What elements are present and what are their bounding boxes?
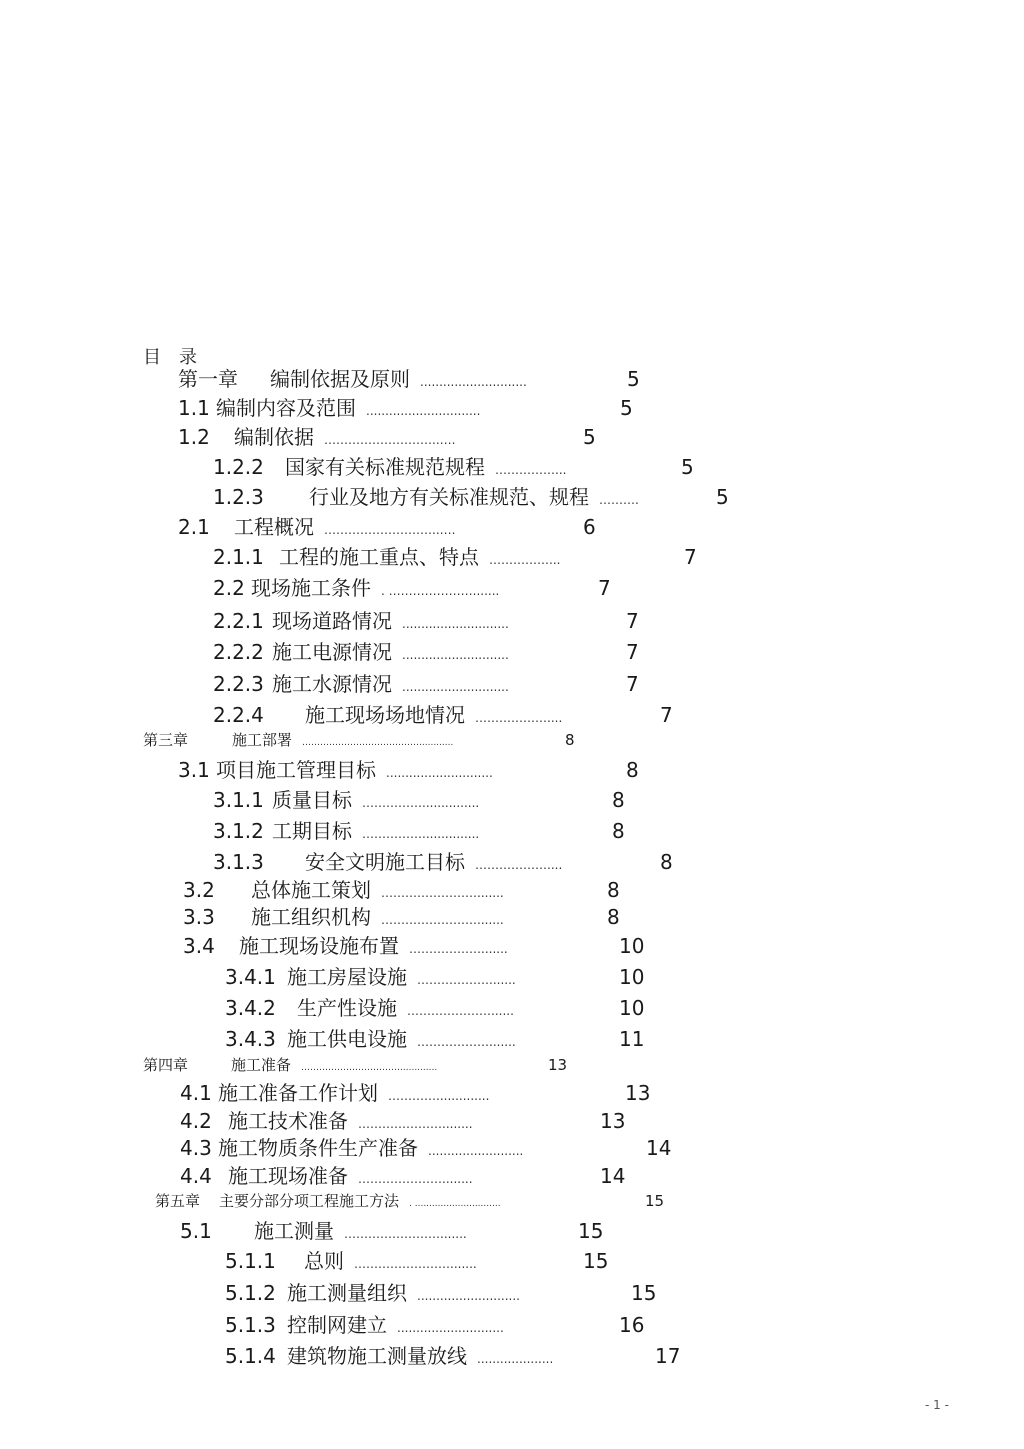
toc-entry-number: 1.2.3 [213, 485, 264, 509]
toc-entry-leader-dots: ……………………....... [381, 886, 504, 900]
toc-entry-page: 15 [631, 1281, 657, 1305]
toc-entry-number: 3.4.2 [225, 996, 276, 1020]
toc-entry[interactable] [143, 1056, 568, 1074]
toc-entry-leader-dots: ……………………………............. [301, 1063, 438, 1073]
toc-entry-page: 5 [583, 425, 596, 449]
toc-entry-leader-dots: ……………………....... [381, 913, 504, 927]
toc-entry-title: 施工测量 [254, 1219, 334, 1243]
toc-entry-page: 7 [598, 576, 611, 600]
toc-entry-title: 施工房屋设施 [287, 965, 407, 989]
toc-entry[interactable] [225, 1027, 645, 1051]
toc-entry-number: 3.1 [178, 758, 210, 782]
toc-entry-page: 16 [619, 1313, 645, 1337]
toc-entry[interactable] [213, 819, 625, 843]
toc-entry-page: 17 [655, 1344, 681, 1368]
toc-entry-page: 8 [612, 788, 625, 812]
toc-entry-number: 第一章 [178, 367, 238, 391]
toc-entry[interactable] [213, 455, 694, 479]
toc-entry[interactable] [225, 1313, 645, 1337]
toc-entry[interactable] [180, 1219, 604, 1243]
toc-entry[interactable] [183, 934, 645, 958]
toc-entry[interactable] [143, 731, 575, 749]
toc-entry-page: 7 [626, 609, 639, 633]
toc-entry-page: 15 [578, 1219, 604, 1243]
toc-entry-page: 8 [612, 819, 625, 843]
toc-entry-leader-dots: ………. [599, 493, 639, 507]
toc-entry[interactable] [178, 758, 639, 782]
toc-entry-title: 施工供电设施 [287, 1027, 407, 1051]
toc-entry[interactable] [180, 1164, 626, 1188]
toc-entry-title: 控制网建立 [287, 1313, 387, 1337]
toc-entry-title: 工程的施工重点、特点 [279, 545, 479, 569]
toc-entry-page: 15 [645, 1192, 665, 1210]
toc-entry[interactable] [183, 905, 620, 929]
toc-entry[interactable] [213, 485, 729, 509]
toc-entry-leader-dots: ............................ [402, 617, 509, 631]
toc-entry-leader-dots: ............................ [402, 648, 509, 662]
toc-entry-title: 生产性设施 [297, 996, 397, 1020]
toc-entry-title: 国家有关标准规范规程 [285, 455, 485, 479]
toc-entry[interactable] [155, 1192, 665, 1210]
toc-entry-title: 建筑物施工测量放线 [287, 1344, 467, 1368]
toc-entry[interactable] [225, 996, 645, 1020]
toc-entry-title: 施工现场设施布置 [239, 934, 399, 958]
toc-entry-leader-dots: .............................. [366, 404, 481, 418]
toc-entry[interactable] [180, 1136, 672, 1160]
toc-entry-page: 13 [625, 1081, 651, 1105]
toc-entry-leader-dots: …………………........ [358, 1117, 473, 1131]
toc-entry-number: 2.2.1 [213, 609, 264, 633]
toc-entry[interactable] [225, 965, 645, 989]
toc-entry-title: 总体施工策划 [251, 878, 371, 902]
toc-entry-leader-dots: ……………... [495, 463, 567, 477]
toc-entry-number: 2.1.1 [213, 545, 264, 569]
toc-entry[interactable] [178, 367, 640, 391]
toc-entry-page: 7 [626, 640, 639, 664]
toc-entry-page: 10 [619, 996, 645, 1020]
toc-entry-title: 施工准备工作计划 [218, 1081, 378, 1105]
toc-entry-number: 2.2.3 [213, 672, 264, 696]
toc-entry-leader-dots: ……………………....... [344, 1227, 467, 1241]
toc-entry-leader-dots: . .............................. [409, 1199, 501, 1209]
toc-entry[interactable] [178, 396, 633, 420]
toc-entry-title: 施工部署 [232, 731, 293, 749]
toc-entry-leader-dots: ............................ [420, 375, 527, 389]
toc-entry-leader-dots: ......................... [428, 1144, 524, 1158]
toc-entry-number: 3.4 [183, 934, 215, 958]
toc-entry-page: 7 [684, 545, 697, 569]
toc-entry[interactable] [213, 640, 639, 664]
toc-entry[interactable] [213, 788, 625, 812]
toc-entry-number: 4.4 [180, 1164, 212, 1188]
toc-entry-number: 3.2 [183, 878, 215, 902]
toc-entry[interactable] [213, 545, 697, 569]
toc-entry-page: 10 [619, 965, 645, 989]
toc-entry-page: 5 [716, 485, 729, 509]
toc-entry-number: 第三章 [143, 731, 189, 749]
toc-entry-number: 5.1.4 [225, 1344, 276, 1368]
toc-entry-number: 3.1.1 [213, 788, 264, 812]
toc-entry-title: 总则 [304, 1249, 344, 1273]
toc-entry-leader-dots: ………….............. [388, 1089, 490, 1103]
toc-entry-title: 施工现场准备 [228, 1164, 348, 1188]
toc-entry-page: 8 [626, 758, 639, 782]
toc-entry[interactable] [183, 878, 620, 902]
toc-entry-number: 4.1 [180, 1081, 212, 1105]
toc-entry-leader-dots: ........................... [417, 1289, 520, 1303]
toc-entry-number: 5.1 [180, 1219, 212, 1243]
toc-entry-title: 施工技术准备 [228, 1109, 348, 1133]
toc-entry-title: 施工水源情况 [272, 672, 392, 696]
toc-entry-title: 编制依据 [234, 425, 314, 449]
toc-entry[interactable] [180, 1081, 651, 1105]
toc-entry-leader-dots: ……………………....... [354, 1257, 477, 1271]
toc-entry-number: 2.2.2 [213, 640, 264, 664]
toc-entry-page: 5 [681, 455, 694, 479]
toc-entry-number: 3.1.3 [213, 850, 264, 874]
toc-entry-leader-dots: ………………....... [417, 973, 516, 987]
toc-entry[interactable] [213, 609, 639, 633]
toc-entry-leader-dots: .................... [477, 1352, 554, 1366]
toc-entry-title: 施工组织机构 [251, 905, 371, 929]
toc-heading: 目 录 [143, 347, 197, 368]
toc-entry-page: 8 [660, 850, 673, 874]
toc-entry-number: 3.4.1 [225, 965, 276, 989]
toc-entry-title: 现场道路情况 [272, 609, 392, 633]
toc-entry[interactable] [225, 1344, 681, 1368]
toc-entry-number: 3.3 [183, 905, 215, 929]
toc-entry-page: 10 [619, 934, 645, 958]
toc-entry-page: 8 [607, 878, 620, 902]
toc-entry-title: 主要分部分项工程施工方法 [219, 1192, 400, 1210]
toc-entry-leader-dots: ……………... [489, 553, 561, 567]
toc-entry[interactable] [213, 672, 639, 696]
toc-entry-number: 5.1.1 [225, 1249, 276, 1273]
toc-entry-leader-dots: ……………….... [475, 858, 563, 872]
toc-entry-leader-dots: ………………....... [417, 1035, 516, 1049]
toc-entry-title: 编制依据及原则 [270, 367, 410, 391]
toc-entry[interactable] [225, 1249, 609, 1273]
toc-entry-title: 编制内容及范围 [216, 396, 356, 420]
toc-entry-page: 13 [600, 1109, 626, 1133]
toc-entry-title: 工期目标 [272, 819, 352, 843]
toc-entry-number: 5.1.3 [225, 1313, 276, 1337]
toc-entry-leader-dots: ……………….... [475, 711, 563, 725]
toc-entry-number: 2.1 [178, 515, 210, 539]
toc-entry-title: 行业及地方有关标准规范、规程 [309, 485, 589, 509]
toc-entry-number: 3.1.2 [213, 819, 264, 843]
toc-entry[interactable] [225, 1281, 657, 1305]
toc-entry-leader-dots: . …………………....... [381, 584, 500, 598]
toc-entry-title: 施工准备 [231, 1056, 292, 1074]
toc-entry-title: 施工测量组织 [287, 1281, 407, 1305]
toc-entry-number: 第四章 [143, 1056, 189, 1074]
toc-entry-title: 项目施工管理目标 [216, 758, 376, 782]
toc-entry-page: 13 [548, 1056, 568, 1074]
toc-entry-page: 11 [619, 1027, 645, 1051]
toc-entry-number: 2.2 [213, 576, 245, 600]
toc-entry-leader-dots: ............................ [397, 1321, 504, 1335]
toc-entry-title: 现场施工条件 [251, 576, 371, 600]
toc-entry-leader-dots: ……………............... [362, 827, 480, 841]
page-number: - 1 - [925, 1398, 949, 1412]
toc-entry-leader-dots: ............................ [386, 766, 493, 780]
toc-entry-number: 3.4.3 [225, 1027, 276, 1051]
toc-entry-page: 5 [627, 367, 640, 391]
toc-entry-leader-dots: ………………………..…. [324, 523, 456, 537]
toc-entry-page: 14 [600, 1164, 626, 1188]
toc-entry-number: 2.2.4 [213, 703, 264, 727]
toc-entry-page: 7 [626, 672, 639, 696]
toc-entry-title: 施工现场场地情况 [305, 703, 465, 727]
toc-entry-leader-dots: …………………........ [358, 1172, 473, 1186]
toc-entry-title: 安全文明施工目标 [305, 850, 465, 874]
toc-entry-number: 4.2 [180, 1109, 212, 1133]
toc-entry[interactable] [178, 515, 596, 539]
toc-entry-number: 第五章 [155, 1192, 201, 1210]
toc-entry-number: 1.2.2 [213, 455, 264, 479]
toc-entry-leader-dots: ………………………..…. [324, 433, 456, 447]
toc-entry-leader-dots: ............................ [402, 680, 509, 694]
toc-entry[interactable] [213, 850, 673, 874]
toc-entry-page: 14 [646, 1136, 672, 1160]
toc-entry-number: 1.1 [178, 396, 210, 420]
toc-entry-leader-dots: ……………............... [362, 796, 480, 810]
toc-entry-page: 6 [583, 515, 596, 539]
toc-entry-title: 施工物质条件生产准备 [218, 1136, 418, 1160]
toc-entry-number: 1.2 [178, 425, 210, 449]
toc-entry[interactable] [213, 703, 673, 727]
toc-entry-number: 5.1.2 [225, 1281, 276, 1305]
toc-entry[interactable] [178, 425, 596, 449]
toc-entry-title: 工程概况 [234, 515, 314, 539]
toc-entry-page: 5 [620, 396, 633, 420]
toc-entry[interactable] [180, 1109, 626, 1133]
toc-entry-leader-dots: …………………...... [407, 1004, 514, 1018]
toc-entry-page: 15 [583, 1249, 609, 1273]
toc-entry-number: 4.3 [180, 1136, 212, 1160]
toc-entry-title: 施工电源情况 [272, 640, 392, 664]
toc-entry-leader-dots: …………………………………............ [302, 738, 454, 748]
toc-entry[interactable] [213, 576, 611, 600]
toc-entry-leader-dots: ………………....... [409, 942, 508, 956]
toc-entry-page: 8 [565, 731, 575, 749]
toc-entry-page: 8 [607, 905, 620, 929]
toc-entry-page: 7 [660, 703, 673, 727]
toc-entry-title: 质量目标 [272, 788, 352, 812]
